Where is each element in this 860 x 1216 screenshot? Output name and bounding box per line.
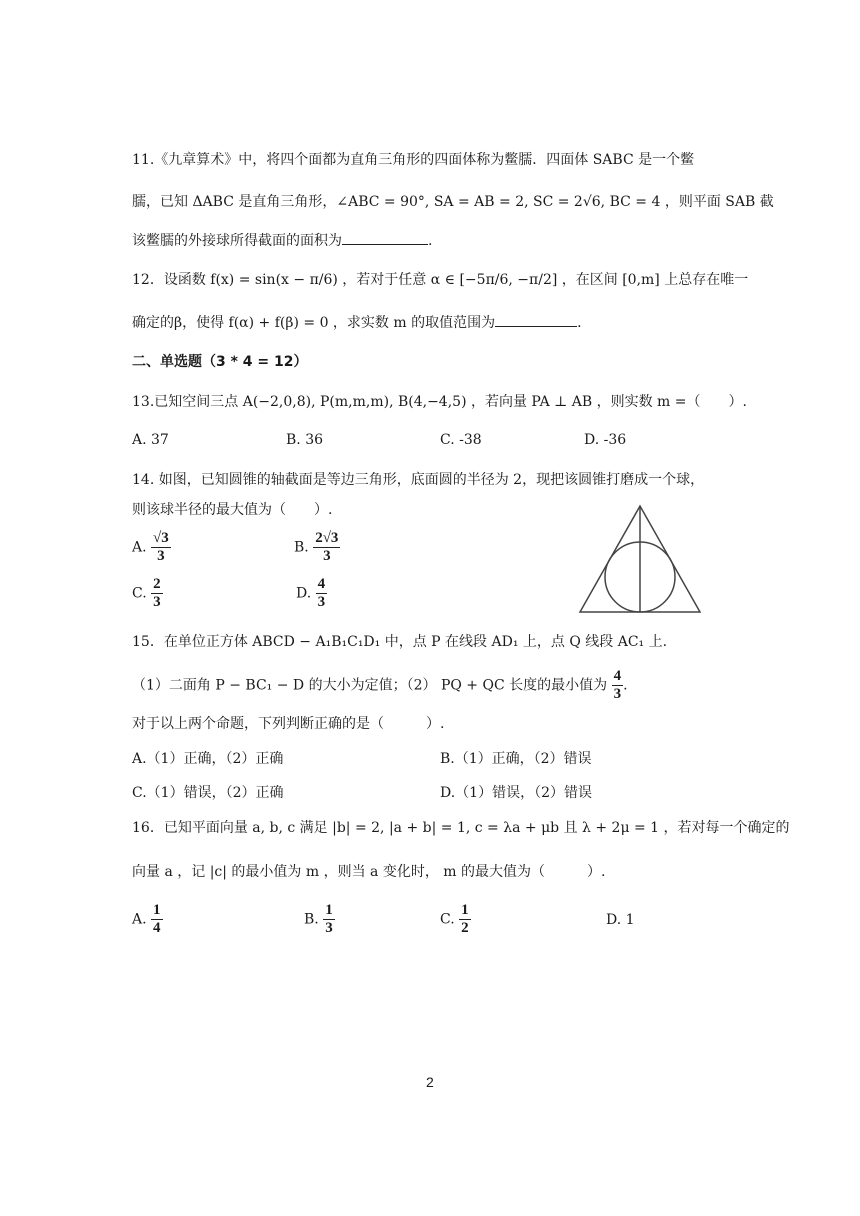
fraction-numerator: 2√3 [315,530,339,546]
q16-option-c-fraction [459,902,471,937]
section-heading-single-choice: 二、单选题（3 * 4 = 12） [132,354,308,370]
fraction-denominator: 3 [613,686,622,702]
page-number: 2 [426,1074,434,1090]
fraction-numerator: 4 [317,576,326,592]
q15-line1: 15．在单位正方体 ABCD − A₁B₁C₁D₁ 中，点 P 在线段 AD₁ 上，点 Q 线段 AC₁ 上. [132,634,668,650]
fraction-numerator: √3 [153,530,169,546]
q12-line1: 12．设函数 f(x) = sin(x − π/6) ，若对于任意 α ∈ [−5π/6, −π/2] ，在区间 [0,m] 上总存在唯一 [132,272,749,288]
q13-option-d: D. -36 [584,432,627,448]
q14-option-b-fraction [313,530,340,565]
q14-option-c-fraction [151,576,163,611]
q16-option-a [132,902,163,937]
q15-option-d: D.（1）错误，（2）错误 [440,785,592,801]
q16-option-d: D. 1 [606,912,635,928]
q14-option-c-label: C. [132,585,147,602]
cone-cross-section-figure [576,502,706,616]
q16-line2: 向量 a ，记 |c| 的最小值为 m ，则当 a 变化时， m 的最大值为（ ）. [132,864,606,880]
q16-line1: 16．已知平面向量 a, b, c 满足 |b| = 2, |a + b| = 1, c = λa + μb 且 λ + 2μ = 1 ，若对每一个确定的 [132,820,790,836]
q16-option-c-label: C. [440,911,455,928]
q13-option-a: A. 37 [132,432,169,448]
q15-option-c: C.（1）错误，（2）正确 [132,785,284,801]
fraction-numerator: 1 [153,902,161,918]
q16-option-b-fraction [323,902,335,937]
fraction-denominator: 4 [153,920,161,936]
fraction-denominator: 3 [325,920,333,936]
q16-option-a-fraction [151,902,163,937]
q16-option-b-label: B. [304,911,319,928]
q16-option-c [440,902,471,937]
q15-line3: 对于以上两个命题，下列判断正确的是（ ）. [132,716,445,732]
fraction-denominator: 3 [323,548,331,564]
q15-line2: （1）二面角 P − BC₁ − D 的大小为定值；（2） PQ + QC 长度的最小值为 $\frac{4}{3}$ . [132,668,628,702]
q11-line3-text: 该鳖臑的外接球所得截面的面积为 [132,233,342,249]
q11-line2: 臑，已知 ΔABC 是直角三角形，∠ABC = 90°, SA = AB = 2, SC = 2√6, BC = 4 ，则平面 SAB 截 [132,194,774,210]
q12-answer-blank [495,312,577,327]
fraction-denominator: 3 [153,594,161,610]
fraction-denominator: 2 [461,920,469,936]
q13-option-b: B. 36 [286,432,324,448]
fraction-numerator: 2 [153,576,161,592]
q16-option-a-label: A. [132,911,147,928]
q13-option-c: C. -38 [440,432,482,448]
q15-line2-text: （1）二面角 P − BC₁ − D 的大小为定值；（2） PQ + QC 长度的最小值为 [132,677,608,694]
q15-min-value-fraction [612,668,624,703]
fraction-denominator: 3 [157,548,165,564]
q11-line1: 11.《九章算术》中，将四个面都为直角三角形的四面体称为鳖臑．四面体 SABC 是一个鳖 [132,152,695,168]
fraction-denominator: 3 [317,594,326,610]
q14-option-b [294,530,340,565]
q14-line1: 14. 如图，已知圆锥的轴截面是等边三角形，底面圆的半径为 2，现把该圆锥打磨成一个球， [132,472,705,488]
q11-line3: 该鳖臑的外接球所得截面的面积为 . [132,230,432,251]
q11-answer-blank [342,230,428,245]
q14-option-d-label: D. [296,585,312,602]
q14-option-d [296,576,327,611]
q14-option-c [132,576,163,611]
q14-option-d-fraction [316,576,328,611]
q12-line2-text: 确定的β，使得 f(α) + f(β) = 0 ，求实数 m 的取值范围为 [132,315,496,331]
q14-line2: 则该球半径的最大值为（ ）. [132,502,333,518]
q14-option-a-fraction [151,530,171,565]
q14-option-a [132,530,171,565]
q15-option-b: B.（1）正确，（2）错误 [440,751,592,767]
q12-line2: 确定的β，使得 f(α) + f(β) = 0 ，求实数 m 的取值范围为 . [132,312,582,333]
fraction-numerator: 1 [461,902,469,918]
q14-option-b-label: B. [294,539,309,556]
q15-option-a: A.（1）正确，（2）正确 [132,751,284,767]
fraction-numerator: 4 [613,668,622,684]
fraction-numerator: 1 [325,902,333,918]
q13-stem: 13.已知空间三点 A(−2,0,8), P(m,m,m), B(4,−4,5) ，若向量 PA ⊥ AB ，则实数 m =（ ）. [132,394,747,410]
q14-option-a-label: A. [132,539,147,556]
q16-option-b [304,902,335,937]
